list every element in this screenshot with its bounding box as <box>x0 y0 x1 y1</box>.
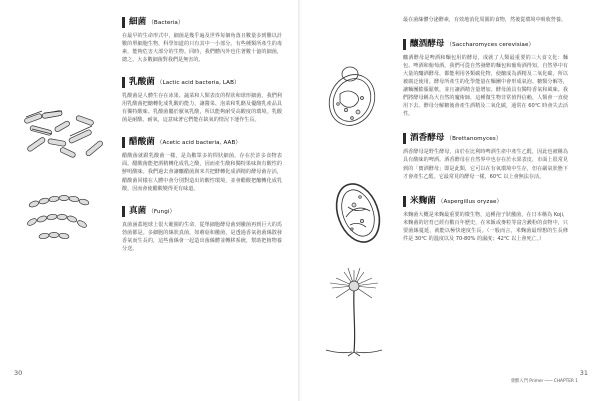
heading-latin: （Fungi） <box>148 208 176 215</box>
heading-title: 乳酸菌 <box>129 77 155 88</box>
heading-latin: （Acetic acid bacteria, AAB） <box>156 140 242 147</box>
heading-latin: （Lactic acid bacteria, LAB） <box>156 80 240 87</box>
section-aspergillus <box>403 195 568 243</box>
lactic-bacteria-illustration <box>20 108 110 163</box>
acetic-bacteria-illustration <box>24 190 104 245</box>
intro-paragraph: 最在菌絲體分泌酵素，有效地消化周圍的食物，然後從環境中吸收營養。 <box>403 17 567 23</box>
section-body: 乳酸菌是人體生存在冰果、蔬菜和人類表皮的桿狀和球形細菌，我們利用乳酸菌把醣轉化成乳酸的能力，讓醬菜、泡菜和乳酪及優酪乳產品具有獨特酸味。乳酸菌屬於厭氧乳酸，所以能夠耐受高酸度的環境。乳酸菌是耐酸、耐氧，這意味著它們能在缺氧的情況下運作生長。 <box>122 93 282 124</box>
heading-latin: （Aspergillus oryzae） <box>437 198 503 205</box>
heading-title: 酒香酵母 <box>410 133 445 144</box>
section-body: 真菌涵蓋地球上很大範圍的生命，從單細胞酵母菌到黴菌再到巨大的馬勃菌都是。多細胞的絲狀真菌，如蘑菇和黴菌，是透過香氣孢菌絲散發香氣而生長的，這些菌絲會一起造出菌絲體並轉移系統，幫助把植物養分送。 <box>122 221 282 252</box>
heading-title: 真菌 <box>129 205 147 216</box>
section-body: 釀酒酵母是啤酒和麵包用的酵母，成就了人類最重要的三大食文化：麵包、啤酒和葡萄酒。我們可從自然發酵的麵包和葡萄酒得知，自然界中有大量的釀酒酵母，都能利用各類碳化物，使醣成為酒精及二氧化碳，所以被廣泛使用。酵母所產生的化學能量在麵團中會形成氣泡、糖類分解等，讓麵團膨脹鬆軟，並且讓酒精含量增加。酵母菌具有獨特香氣和風味。我們將酵母稱為大自然的魔術師，這種微生物非常值得信賴，人類會一直使用下去。酵母分解糖後會產生酒精及二氧化碳，通常在 60℃ 時會失去活性。 <box>403 55 568 118</box>
heading-title: 米麴菌 <box>410 195 436 206</box>
left-text-column <box>122 16 282 265</box>
page-gutter <box>298 0 302 401</box>
saccharomyces-illustration <box>318 60 388 132</box>
section-heading <box>122 16 282 29</box>
section-body: 酒香酵母是野生酵母，由於在比利時啤酒生產中產生乙醛，因此也被稱為具有酸味的啤酒。酒香酵母在自然界中也存在於水果表皮，市面上很常見到的「寶酒酵母」即是此類，它可以在有氧環境中生存，但在嚴氣狀態下才會產生乙醛。它最常見的酵母一樣，60℃ 以上會無法存活。 <box>403 149 568 180</box>
section-body: 米麴菌大概是米麴最重要的微生物，這種孢子狀黴菌，在日本稱為 Koji，米麴菌的培育已經有數百年歷史，在米飯或麥粒等富含澱粉的食物中，只要菌絲蔓延，就能以極快速度生長。（一般而言，米麴菌最理想的生長條件是 30℃ 的溫度以及 70-80% 的濕度；42℃ 以上會死亡。） <box>403 211 568 242</box>
section-body: 醋酸菌就跟乳酸菌一樣，是為數眾多的桿狀細菌，存在於許多食物表面。醋酸菌能把酒精轉化成乳之酸，因而產生酸和獨特果味與有酸性的鮮明酸味。我們過去會讓釀醋菌與米共把酵轉化成酒精的酵母菌存活，醋酸菌同樣在人體中會分別對造出的酸性環境，並會醋酸把醣轉化成乳酸，因而會使醋酸變得更有味道。 <box>122 153 282 192</box>
section-saccharomyces <box>403 38 568 118</box>
heading-latin: （Saccharomyces cerevisiae） <box>446 42 535 49</box>
brettanomyces-illustration <box>332 177 384 247</box>
heading-title: 釀酒酵母 <box>410 39 445 50</box>
section-heading <box>403 132 568 145</box>
page-number-left: 30 <box>14 369 23 377</box>
section-heading <box>122 76 282 89</box>
heading-title: 細菌 <box>129 17 147 27</box>
section-brettanomyces <box>403 132 568 180</box>
section-body: 在最早的生命形式中，細菌是幾乎遍及世界每個角落且數量多到難以計數的單細胞生物，科學知道的只有其中一小部分。有些種類所產生的毒素，能夠危害大部分的生物。同時，我們體內外也住著數十億的細菌，總之，大多數細菌對我們是無害的。 <box>122 33 282 64</box>
section-heading <box>403 195 568 208</box>
section-fungi <box>122 205 282 253</box>
heading-latin: （Bacteria） <box>148 20 184 26</box>
running-footer: 發酵入門 Primer ─── CHAPTER 1 <box>510 379 578 384</box>
section-heading <box>122 205 282 218</box>
heading-title: 醋酸菌 <box>129 137 155 148</box>
aspergillus-illustration <box>318 266 390 358</box>
section-acetic-acid-bacteria <box>122 136 282 192</box>
section-lactic-acid-bacteria <box>122 76 282 124</box>
section-heading <box>122 136 282 149</box>
page-number-right: 31 <box>579 369 588 377</box>
section-heading <box>403 38 568 51</box>
right-text-column <box>403 16 568 255</box>
heading-latin: （Brettanomyces） <box>446 136 502 143</box>
section-bacteria <box>122 16 282 64</box>
